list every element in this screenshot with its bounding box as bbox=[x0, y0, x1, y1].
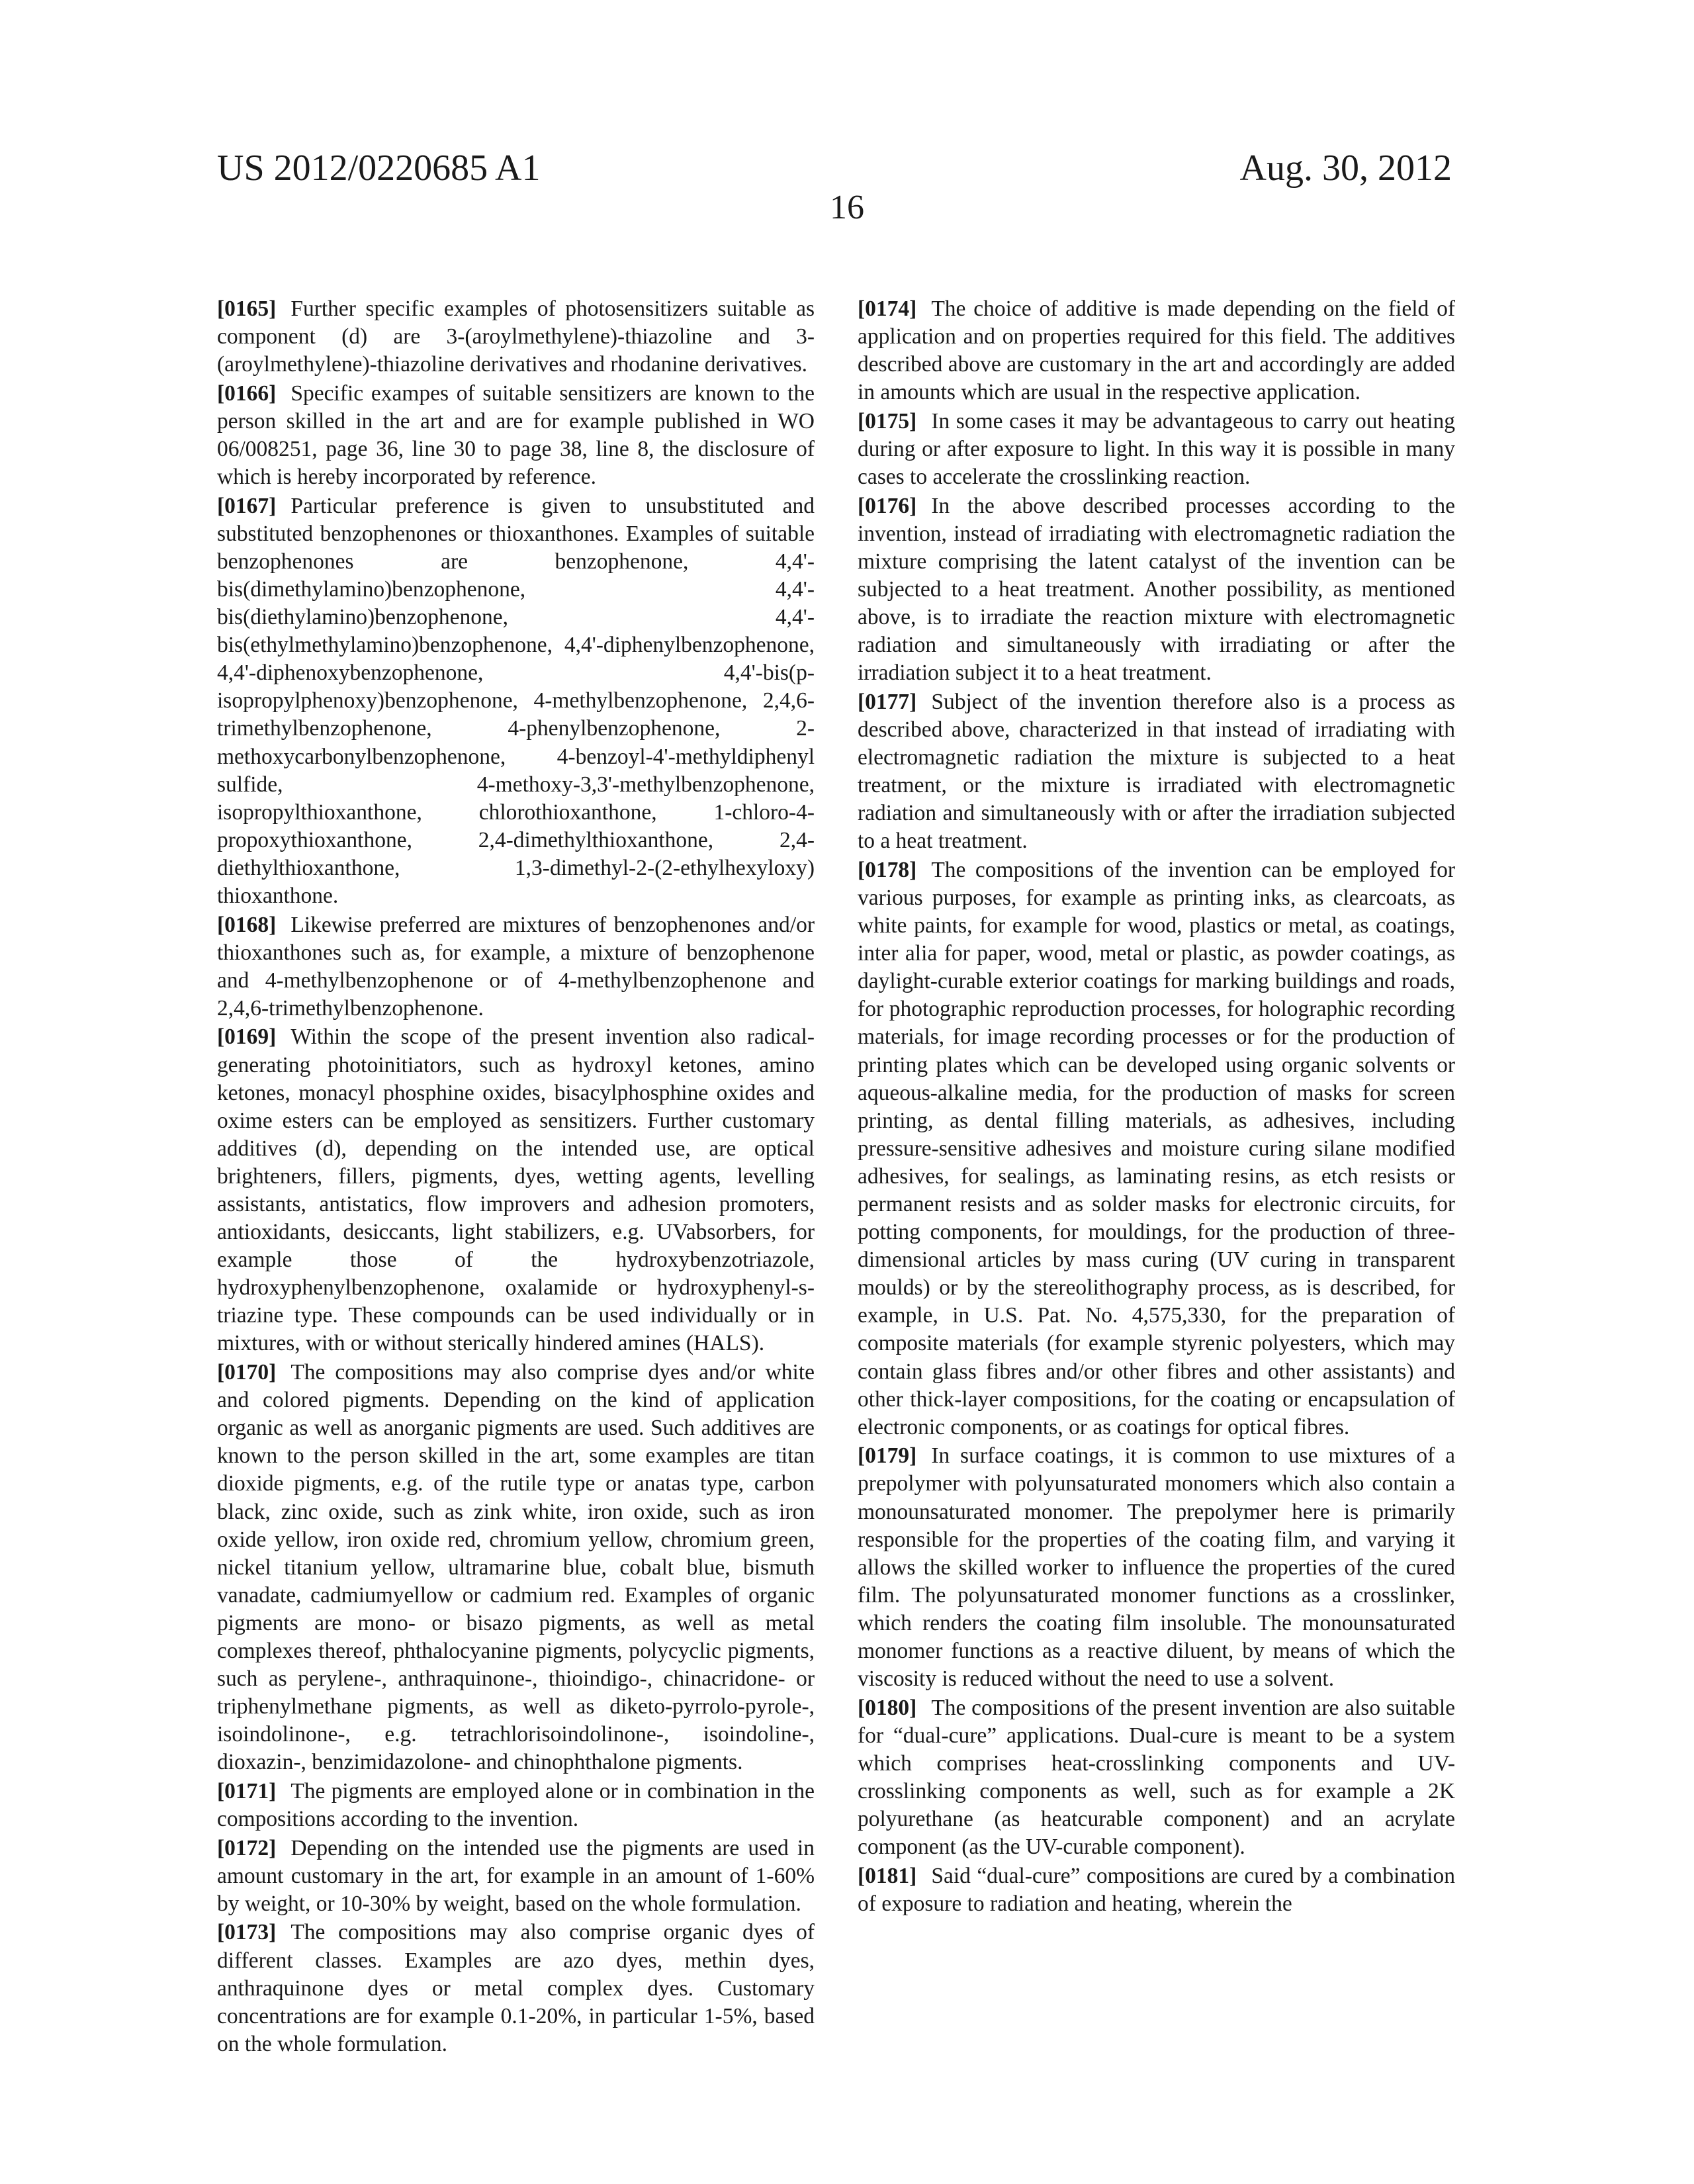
paragraph-0171 bbox=[217, 1778, 815, 1833]
left-column bbox=[217, 295, 815, 2135]
paragraph-text: Said “dual-cure” compositions are cured by a combination of exposure to radiation and heating, wherein the bbox=[858, 1864, 1455, 1916]
paragraph-0180 bbox=[858, 1694, 1455, 1862]
paragraph-number: [0172] bbox=[217, 1836, 290, 1860]
paragraph-number: [0176] bbox=[858, 494, 931, 518]
paragraph-0174 bbox=[858, 295, 1455, 406]
paragraph-number: [0165] bbox=[217, 296, 290, 321]
paragraph-0178 bbox=[858, 856, 1455, 1441]
publication-number: US 2012/0220685 A1 bbox=[217, 147, 541, 189]
paragraph-0173 bbox=[217, 1919, 815, 2058]
paragraph-0176 bbox=[858, 492, 1455, 688]
page-number: 16 bbox=[0, 188, 1694, 228]
paragraph-0166 bbox=[217, 380, 815, 491]
paragraph-0181 bbox=[858, 1862, 1455, 1918]
paragraph-number: [0178] bbox=[858, 858, 931, 882]
paragraph-text: In some cases it may be advantageous to carry out heating during or after exposure to light. In this way it is possible in many cases to accelerate the crosslinking reaction. bbox=[858, 409, 1455, 489]
paragraph-0177 bbox=[858, 688, 1455, 856]
paragraph-number: [0181] bbox=[858, 1864, 931, 1888]
paragraph-text: The compositions of the invention can be employed for various purposes, for example as printing inks, as clearcoats, as white paints, for example for wood, plastics or metal, as coatings, inter alia for paper, wood, metal or plastic, as powder coatings, as daylight-curable exterior coatings for marking buildings and roads, for photographic reproduction processes, for holographic recording materials, for image recording processes or for the production of printing plates which can be developed using organic solvents or aqueous-alkaline media, for the production of masks for screen printing, as dental filling materials, as adhesives, including pressure-sensitive adhesives and moisture curing silane modified adhesives, for sealings, as laminating resins, as etch resists or permanent resists and as solder masks for electronic circuits, for potting components, for mouldings, for the production of three-dimensional articles by mass curing (UV curing in transparent moulds) or by the stereolithography process, as is described, for example, in U.S. Pat. No. 4,575,330, for the preparation of composite materials (for example styrenic polyesters, which may contain glass fibres and/or other fibres and other assistants) and other thick-layer compositions, for the coating or encapsulation of electronic components, or as coatings for optical fibres. bbox=[858, 858, 1455, 1439]
paragraph-text: Particular preference is given to unsubstituted and substituted benzophenones or thioxanthones. Examples of suitable benzophenones are benzophenone, 4,4'-bis(dimethylamino)benzophenone, 4,4'-bis(diethylamino)benzophenone, 4,4'-bis(ethylmethylamino)benzophenone, 4,4'-diphenylbenzophenone, 4,4'-diphenoxybenzophenone, 4,4'-bis(p-isopropylphenoxy)benzophenone, 4-methylbenzophenone, 2,4,6-trimethylbenzophenone, 4-phenylbenzophenone, 2-methoxycarbonylbenzophenone, 4-benzoyl-4'-methyldiphenyl sulfide, 4-methoxy-3,3'-methylbenzophenone, isopropylthioxanthone, chlorothioxanthone, 1-chloro-4-propoxythioxanthone, 2,4-dimethylthioxanthone, 2,4-diethylthioxanthone, 1,3-dimethyl-2-(2-ethylhexyloxy) thioxanthone. bbox=[217, 494, 815, 908]
paragraph-number: [0171] bbox=[217, 1779, 290, 1803]
paragraph-0175 bbox=[858, 408, 1455, 491]
paragraph-number: [0177] bbox=[858, 690, 931, 714]
paragraph-0168 bbox=[217, 911, 815, 1023]
paragraph-text: Depending on the intended use the pigments are used in amount customary in the art, for example in an amount of 1-60% by weight, or 10-30% by weight, based on the whole formulation. bbox=[217, 1836, 815, 1916]
paragraph-number: [0169] bbox=[217, 1024, 290, 1049]
paragraph-0169 bbox=[217, 1023, 815, 1357]
paragraph-number: [0170] bbox=[217, 1360, 290, 1385]
right-column bbox=[858, 295, 1455, 2135]
paragraph-number: [0175] bbox=[858, 409, 931, 433]
paragraph-text: The compositions may also comprise dyes and/or white and colored pigments. Depending on the kind of application organic as well as anorganic pigments are used. Such additives are known to the person skilled in the art, some examples are titan dioxide pigments, e.g. of the rutile type or anatas type, carbon black, zinc oxide, such as zink white, iron oxide, such as iron oxide yellow, iron oxide red, chromium yellow, chromium green, nickel titanium yellow, ultramarine blue, cobalt blue, bismuth vanadate, cadmiumyellow or cadmium red. Examples of organic pigments are mono- or bisazo pigments, as well as metal complexes thereof, phthalocyanine pigments, polycyclic pigments, such as perylene-, anthraquinone-, thioindigo-, chinacridone- or triphenylmethane pigments, as well as diketo-pyrrolo-pyrole-, isoindolinone-, e.g. tetrachlorisoindolinone-, isoindoline-, dioxazin-, benzimidazolone- and chinophthalone pigments. bbox=[217, 1360, 815, 1774]
paragraph-number: [0167] bbox=[217, 494, 290, 518]
paragraph-text: In surface coatings, it is common to use mixtures of a prepolymer with polyunsaturated monomers which also contain a monounsaturated monomer. The prepolymer here is primarily responsible for the properties of the coating film, and varying it allows the skilled worker to influence the properties of the cured film. The polyunsaturated monomer functions as a crosslinker, which renders the coating film insoluble. The monounsaturated monomer functions as a reactive diluent, by means of which the viscosity is reduced without the need to use a solvent. bbox=[858, 1443, 1455, 1691]
paragraph-text: Specific exampes of suitable sensitizers are known to the person skilled in the art and are for example published in WO 06/008251, page 36, line 30 to page 38, line 8, the disclosure of which is hereby incorporated by reference. bbox=[217, 381, 815, 489]
paragraph-number: [0168] bbox=[217, 913, 290, 937]
paragraph-0170 bbox=[217, 1359, 815, 1776]
paragraph-text: In the above described processes according to the invention, instead of irradiating with electromagnetic radiation the mixture comprising the latent catalyst of the invention can be subjected to a heat treatment. Another possibility, as mentioned above, is to irradiate the reaction mixture with electromagnetic radiation and simultaneously with irradiating or after the irradiation subject it to a heat treatment. bbox=[858, 494, 1455, 686]
paragraph-text: Further specific examples of photosensitizers suitable as component (d) are 3-(aroylmethylene)-thiazoline and 3-(aroylmethylene)-thiazoline derivatives and rhodanine derivatives. bbox=[217, 296, 815, 377]
paragraph-text: Likewise preferred are mixtures of benzophenones and/or thioxanthones such as, for example, a mixture of benzophenone and 4-methylbenzophenone or of 4-methylbenzophenone and 2,4,6-trimethylbenzophenone. bbox=[217, 913, 815, 1021]
patent-page bbox=[0, 0, 1694, 2184]
paragraph-number: [0180] bbox=[858, 1696, 931, 1720]
paragraph-0179 bbox=[858, 1442, 1455, 1693]
paragraph-text: Subject of the invention therefore also is a process as described above, characterized in that instead of irradiating with electromagnetic radiation the mixture is subjected to a heat treatment, or the mixture is irradiated with electromagnetic radiation and simultaneously with or after the irradiation subjected to a heat treatment. bbox=[858, 690, 1455, 853]
paragraph-text: The pigments are employed alone or in combination in the compositions according to the invention. bbox=[217, 1779, 815, 1831]
paragraph-number: [0174] bbox=[858, 296, 931, 321]
publication-date: Aug. 30, 2012 bbox=[1240, 147, 1452, 189]
paragraph-number: [0173] bbox=[217, 1920, 290, 1944]
paragraph-number: [0179] bbox=[858, 1443, 931, 1468]
paragraph-text: The choice of additive is made depending on the field of application and on properties required for this field. The additives described above are customary in the art and accordingly are added in amounts which are usual in the respective application. bbox=[858, 296, 1455, 404]
paragraph-number: [0166] bbox=[217, 381, 290, 406]
paragraph-text: Within the scope of the present invention also radical-generating photoinitiators, such as hydroxyl ketones, amino ketones, monacyl phosphine oxides, bisacylphosphine oxides and oxime esters can be employed as sensitizers. Further customary additives (d), depending on the intended use, are optical brighteners, fillers, pigments, dyes, wetting agents, levelling assistants, antistatics, flow improvers and adhesion promoters, antioxidants, desiccants, light stabilizers, e.g. UVabsorbers, for example those of the hydroxybenzotriazole, hydroxyphenylbenzophenone, oxalamide or hydroxyphenyl-s-triazine type. These compounds can be used individually or in mixtures, with or without sterically hindered amines (HALS). bbox=[217, 1024, 815, 1355]
paragraph-text: The compositions of the present invention are also suitable for “dual-cure” applications. Dual-cure is meant to be a system which comprises heat-crosslinking components and UV-crosslinking components as well, such as for example a 2K polyurethane (as heatcurable component) and an acrylate component (as the UV-curable component). bbox=[858, 1696, 1455, 1859]
paragraph-0167 bbox=[217, 492, 815, 910]
paragraph-text: The compositions may also comprise organic dyes of different classes. Examples are azo dyes, methin dyes, anthraquinone dyes or metal complex dyes. Customary concentrations are for example 0.1-20%, in particular 1-5%, based on the whole formulation. bbox=[217, 1920, 815, 2056]
paragraph-0165 bbox=[217, 295, 815, 379]
paragraph-0172 bbox=[217, 1835, 815, 1918]
